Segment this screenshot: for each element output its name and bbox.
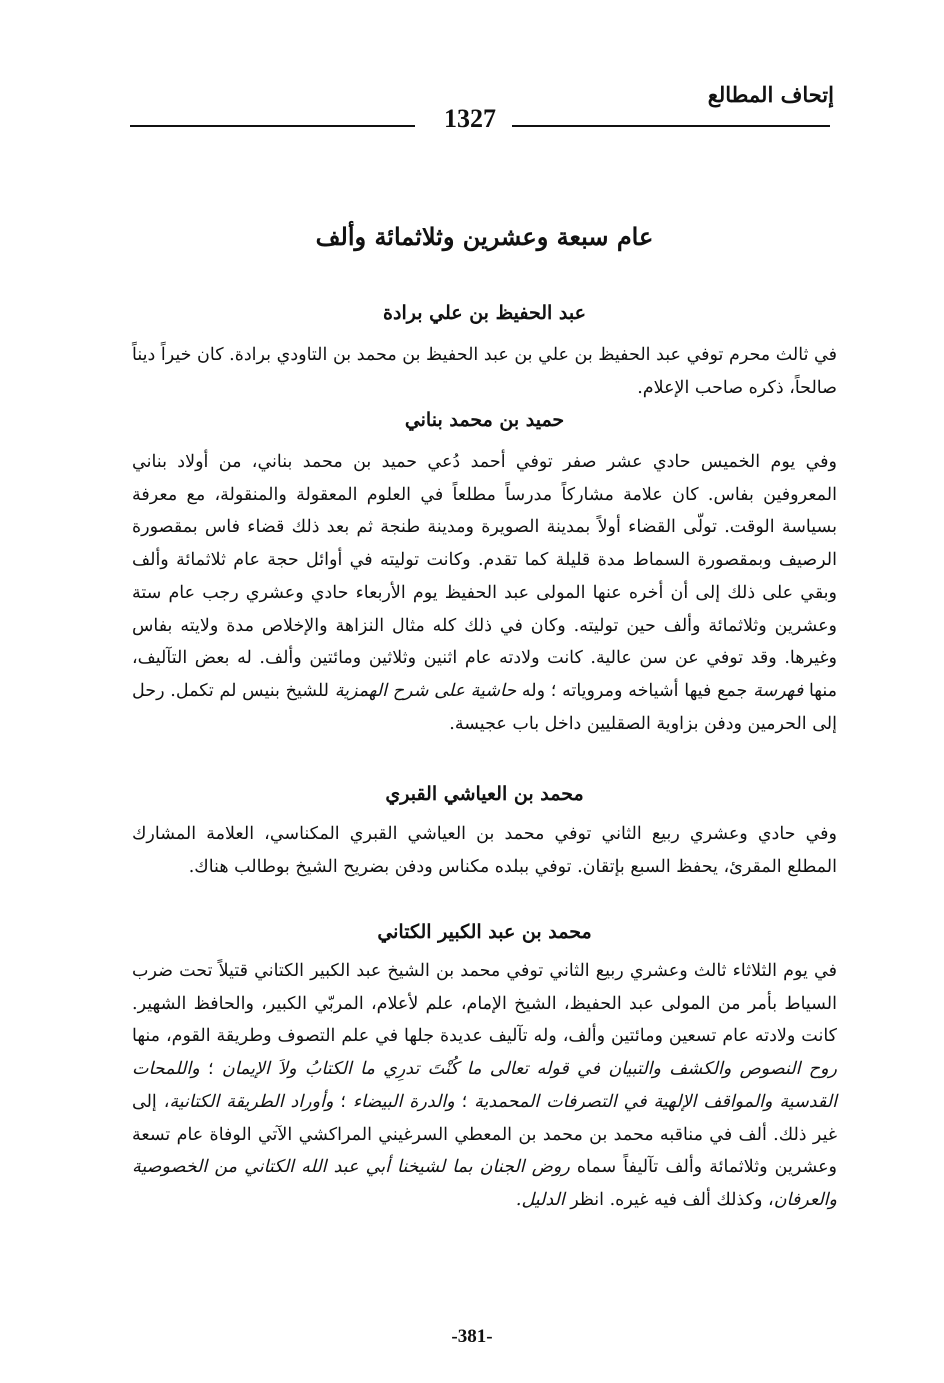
separator: ؛: [333, 1091, 353, 1112]
separator: ؛: [454, 1091, 475, 1112]
entry-name: محمد بن العياشي القبري: [385, 783, 584, 805]
header-rule-right: [512, 125, 830, 127]
entry-paragraph: في ثالث محرم توفي عبد الحفيظ بن علي بن عبد الحفيظ بن محمد بن التاودي برادة. كان خيراً ديناً صالحاً، ذكره صاحب الإعلام.: [132, 345, 837, 398]
book-title: واللمحات القدسية والمواقف الإلهية في التصرفات المحمدية: [132, 1059, 837, 1112]
entry-name: محمد بن عبد الكبير الكتاني: [377, 921, 592, 943]
entry-name: عبد الحفيظ بن علي برادة: [383, 302, 586, 324]
entry-name: حميد بن محمد بناني: [404, 409, 565, 431]
header-rule-left: [130, 125, 415, 127]
book-title: الدليل.: [515, 1189, 565, 1210]
book-title: والدرة البيضاء: [352, 1091, 455, 1112]
paragraph-text: ، إلى غير ذلك. ألف في مناقبه محمد بن محمد بن المعطي السرغيني المراكشي الآتي الوفاة عام تسعة وعشرين وثلاثمائة وألف تآليفاً سماه: [132, 1091, 838, 1178]
separator: ؛: [199, 1059, 222, 1080]
book-title: فهرسة: [753, 680, 804, 701]
paragraph-text: ، وكذلك ألف فيه غيره. انظر: [564, 1189, 774, 1210]
paragraph-text: للشيخ بنيس لم تكمل. رحل إلى الحرمين ودفن بزاوية الصقليين داخل باب عجيسة.: [132, 680, 837, 734]
entry-paragraph: [132, 955, 837, 1217]
entry-paragraph: [132, 446, 837, 740]
book-title: حاشية على شرح الهمزية: [334, 680, 517, 701]
page-number: -381-: [451, 1326, 493, 1347]
year-number: 1327: [444, 104, 496, 133]
paragraph-text: في يوم الثلاثاء ثالث وعشري ربيع الثاني توفي محمد بن الشيخ عبد الكبير الكتاني قتيلاً تحت ضرب السياط بأمر من المولى عبد الحفيظ، الشيخ الإمام، علم لأعلام، المربّي الكبير، والحافظ الشهير. كانت ولادته عام تسعين ومائتين وألف، وله تآليف عديدة جلها في علم التصوف وطريقة القوم، منها: [132, 961, 837, 1047]
book-title: وأوراد الطريقة الكتانية: [169, 1091, 334, 1112]
book-title: روض الجنان بما لشيخنا أبي عبد الله الكتاني من الخصوصية والعرفان: [132, 1157, 837, 1210]
paragraph-text: وفي يوم الخميس حادي عشر صفر توفي أحمد دُعي حميد بن محمد بناني، من أولاد بناني المعروفين بفاس. كان علامة مشاركاً مدرساً مطلعاً في العلوم المعقولة والمنقولة، مع معرفة بسياسة الوقت. تولّى القضاء أولاً بمدينة الصويرة ومدينة طنجة ثم بعد ذلك قضاء فاس بمقصورة الرصيف وبمقصورة السماط مدة قليلة كما تقدم. وكانت توليته في أوائل حجة عام ثلاثمائة وألف وبقي على ذلك إلى أن أخره عنها المولى عبد الحفيظ يوم الأربعاء حادي وعشري رجب عام ستة وعشرين وثلاثمائة وألف حين توليته. وكان في ذلك كله مثال النزاهة والإخلاص مدة ولايته بفاس وغيرها. وقد توفي عن سن عالية. كانت ولادته عام اثنين وثلاثين ومائتين وألف. له بعض التآليف، منها: [132, 452, 837, 701]
chapter-title: عام سبعة وعشرين وثلاثمائة وألف: [315, 222, 654, 251]
paragraph-text: جمع فيها أشياخه ومروياته ؛ وله: [516, 680, 754, 701]
year-heading: [130, 104, 830, 144]
entry-paragraph: وفي حادي وعشري ربيع الثاني توفي محمد بن العياشي القبري المكناسي، العلامة المشارك المطلع المقرئ، يحفظ السبع بإتقان. توفي ببلده مكناس ودفن بضريح الشيخ بوطالب هناك.: [132, 824, 837, 877]
book-title: روح النصوص والكشف والتبيان في قوله تعالى ما كُنْتَ تدرِي ما الكتابُ ولاَ الإيمان: [221, 1059, 837, 1080]
running-head: إتحاف المطالع: [707, 82, 834, 107]
